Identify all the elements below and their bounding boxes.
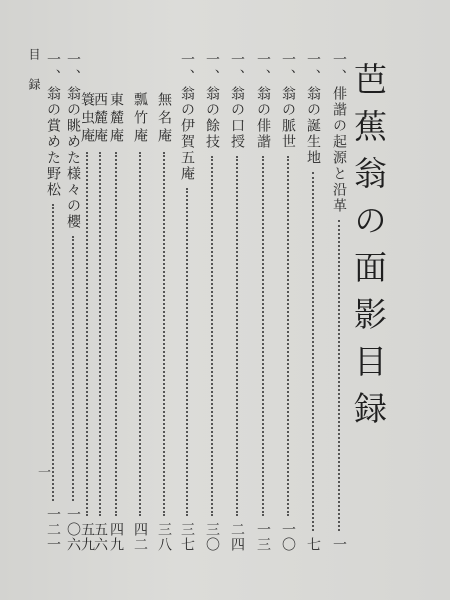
entry-title: 翁の餘技	[204, 86, 220, 150]
entry-page: 一三	[255, 522, 271, 552]
toc-entry	[256, 52, 270, 552]
entry-title: 無名庵	[156, 92, 172, 146]
toc-entry	[306, 52, 320, 552]
toc-entry	[230, 52, 244, 552]
entry-number: 一、	[45, 52, 61, 86]
entry-number: 一、	[280, 52, 296, 86]
entry-number: 一、	[179, 52, 195, 86]
entry-page: 五六	[92, 522, 108, 552]
leader-dots	[72, 236, 74, 501]
entry-page: 四九	[108, 522, 124, 552]
entry-number: 一、	[65, 52, 81, 86]
leader-dots	[262, 156, 264, 516]
entry-title: 翁の伊賀五庵	[179, 86, 195, 182]
leader-dots	[86, 152, 88, 516]
leader-dots	[312, 172, 314, 531]
leader-dots	[236, 156, 238, 516]
leader-dots	[338, 220, 340, 531]
entry-title: 翁の眺めた様々の櫻	[65, 86, 81, 230]
toc-entry	[281, 52, 295, 552]
entry-page: 三〇	[204, 522, 220, 552]
page-number: 一	[35, 465, 50, 478]
entry-title: 西麓庵	[92, 92, 108, 146]
entry-page: 五九	[79, 522, 95, 552]
entry-page: 七	[305, 537, 321, 552]
entry-title: 瓢竹庵	[132, 92, 148, 146]
toc-entry	[205, 52, 219, 552]
entry-number: 一、	[204, 52, 220, 86]
entry-number: 一、	[331, 52, 347, 86]
toc-subentry	[133, 92, 147, 552]
entry-page: 二四	[229, 522, 245, 552]
leader-dots	[186, 188, 188, 516]
entry-title: 翁の誕生地	[305, 86, 321, 166]
leader-dots	[287, 156, 289, 516]
toc-entry	[332, 52, 346, 552]
entry-page: 四二	[132, 522, 148, 552]
toc-entry	[180, 52, 194, 552]
entry-number: 一、	[255, 52, 271, 86]
toc-subentry	[109, 92, 123, 552]
toc-subentry	[93, 92, 107, 552]
entry-page: 一〇	[280, 522, 296, 552]
leader-dots	[52, 204, 54, 501]
leader-dots	[139, 152, 141, 516]
entry-title: 簑虫庵	[79, 92, 95, 146]
entry-page: 一〇六	[65, 507, 81, 552]
leader-dots	[115, 152, 117, 516]
page-title: 芭蕉翁の面影目録	[349, 62, 388, 438]
leader-dots	[211, 156, 213, 516]
entry-number: 一、	[229, 52, 245, 86]
entry-page: 三七	[179, 522, 195, 552]
entry-number: 一、	[305, 52, 321, 86]
entry-title: 翁の賞めた野松	[45, 86, 61, 198]
entry-page: 一	[331, 537, 347, 552]
entry-page: 一二一	[45, 507, 61, 552]
running-header: 目録	[27, 48, 41, 108]
entry-title: 翁の口授	[229, 86, 245, 150]
entry-title: 翁の脈世	[280, 86, 296, 150]
entry-title: 翁の俳諧	[255, 86, 271, 150]
leader-dots	[163, 152, 165, 516]
toc-entry	[66, 52, 80, 552]
entry-title: 俳諧の起源と沿革	[331, 86, 347, 214]
entry-title: 東麓庵	[108, 92, 124, 146]
toc-subentry	[157, 92, 171, 552]
entry-page: 三八	[156, 522, 172, 552]
leader-dots	[99, 152, 101, 516]
toc-subentry	[80, 92, 94, 552]
